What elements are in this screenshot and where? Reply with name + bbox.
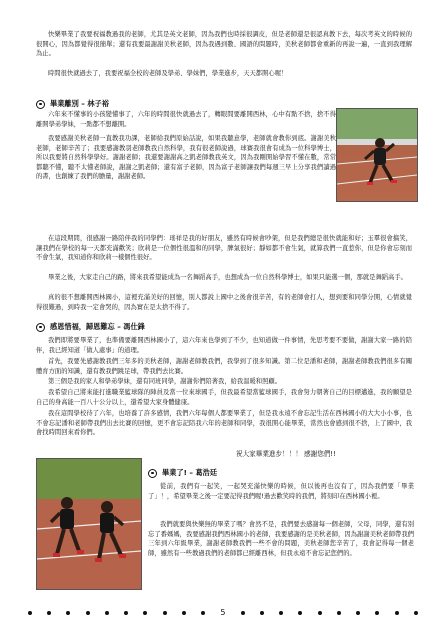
running-photo: [336, 108, 418, 202]
section-2-paragraph-4: 我希望自己將來能打進職業籃球隊的陣員及當一位來球國手，但我最希望當籃球國手，我會努力朝著自己的目標邁進，我的願望是自己的身高能一百八十公分以上，還希望大家身體健康。: [36, 389, 412, 406]
section-2-paragraph-5: 我在這間學校待了六年，也培養了許多感情，我們六年每個人都要畢業了，但是我永遠不會忘記生活在西林國小的大大小小事，也不會忘記潘和老師帶我們出去比賽的回憶，更不會忘記陪我六年的老師和同學，我很開心能畢業，當然也會感到很不捨，上了國中，我會找時間回來看你們。: [36, 410, 412, 437]
section-2-paragraph-2: 首先，我要先感謝教我們三年多的美秋老師，謝謝老師教我們，我學到了很多知識。第二位是潘和老師，謝謝老師教我們很多有關體育方面的知識，還有教我們跳足球，帶我們去比賽。: [36, 358, 412, 375]
section-1-header: [36, 99, 109, 109]
section-2-paragraph-1: 我們即將要畢業了，也準備要離開西林國小了，這六年來也學到了不少，也知道做一件事情，先思考要不要做，謝謝大家一路的陪伴，我已經知道「做人處事」的道理。: [36, 337, 412, 354]
intro-paragraph-1: 快樂畢業了我要祝福教過我的老師，尤其是英文老師，因為我們也時採很調皮，但是老師還是很認真教下去，每次考英文的時候的很開心，因為都覺得很簡單；還有我要最謝謝美秋老師，因為我遇到數、國語的問題時，美秋老師都會重新的再說一遍，一直到我理解為止。: [36, 31, 412, 58]
section-1-paragraph-5: 真的很不想離開西林國小，這裡充滿美好的回憶，別人都說上國中之後會很辛苦，有的老師會打人，想到要和同學分開，心情就覺得很難過，到時我一定會哭的，因為實在是太捨不得了。: [36, 294, 412, 311]
section-1-paragraph-3: 在這段期間，很感謝一路陪伴我的同學們：瑤祥是我的好朋友，雖然有時候會吵架，但是我們總是很快就能和好；玉羣很會搞笑，讓我們在學校的每一天都充滿歡笑；欣莉是一位個性很溫和的同學，脾氣很好；靜如都不會生氣，就算我們一直惹你，但是你會忘刻而不會生氣，我知道你和欣莉一樣個性很好。: [36, 235, 412, 262]
section-3-title: 畢業了! – 葛浩廷: [162, 468, 218, 477]
section-1-title: 畢業離別 – 林子裕: [50, 99, 109, 108]
section-1-paragraph-2: 我要感謝美秋老師一直教我功課，老師給我們原始話說，如果我聽意學，老師就會教你到底。謝謝美秋老師，老師辛苦了；我要感謝教羽老師教我自然科學，我有很老師說過，球賽我很會有成為一位科學博士，所以我要將自然科學學好。謝謝老師；我還要謝謝高之凱老師教我英文，因為我剛開始學習不懂在數，常常都聽不懂，聽不太懂老師說，謝謝之凱老師；還有富子老師，因為富子老師讓我們每週三早上分享我們讀過的書，也創練了我們的膽量，謝謝老師。: [36, 135, 336, 181]
intro-paragraph-2: 時間很快就過去了，我要祝福全校的老師及學弟、學妹們，學業進步，天天都開心喔！: [48, 70, 288, 77]
footer-dotted-rule: [28, 608, 418, 617]
section-3-paragraph-1: 從前，我們有一起笑，一起哭充滿快樂的時候，但以後再也沒有了，因為我們要「畢業了」！，希望畢業之後一定要記得我們喔!過去歡笑時的我們，將刻印在西林國小裡。: [148, 483, 414, 500]
section-2-title: 感恩惜福，歸恩難忘 – 馮仕鋒: [50, 322, 145, 331]
section-2-closing: 祝大家畢業進步！！！ 感謝您們!!: [236, 450, 336, 458]
race-photo: [36, 458, 142, 590]
section-3-paragraph-2: 我們就要與快樂無的畢業了嗎？會然不是，我們要去感謝每一個老師，父母，同學，還有別忘了番媽媽，我要感謝我們西林國小的老師，我要感謝的是美秋老師，因為謝謝美秋老師帶我們三年到六年級畢業，謝謝老師教我們一些不會的問題，美秋老師您辛苦了，我會記得每一個老師，雖然有一些教過我們的老師都已經離西林，但我永遠不會忘記您們的。: [148, 521, 414, 557]
bullet-circle-icon: [36, 323, 45, 332]
section-3-header: [148, 468, 217, 478]
section-1-paragraph-1: 六年來不懂事的小孩變懂事了，六年的時間很快就過去了，轉眼間要離開西林，心中有點不捨，捨不得離開學弟學妹，一點都不想離開。: [36, 111, 336, 128]
section-1-paragraph-4: 畢業之後，大家走自己的路，將來我希望能成為一名舞蹈高手，也想成為一位自然科學博士，如果只能選一個，那就是舞蹈高手。: [48, 274, 407, 281]
runners-figure-icon: [37, 459, 141, 589]
bullet-circle-icon: [36, 100, 45, 109]
section-2-paragraph-3: 第三個是我的家人和學弟學妹，還有同班同學，謝謝你們陪著我，給我温暖和照顧。: [48, 378, 281, 385]
page-number: 5: [220, 608, 226, 617]
section-2-header: [36, 322, 145, 332]
runner-figure-icon: [337, 109, 417, 201]
bullet-circle-icon: [148, 469, 157, 478]
